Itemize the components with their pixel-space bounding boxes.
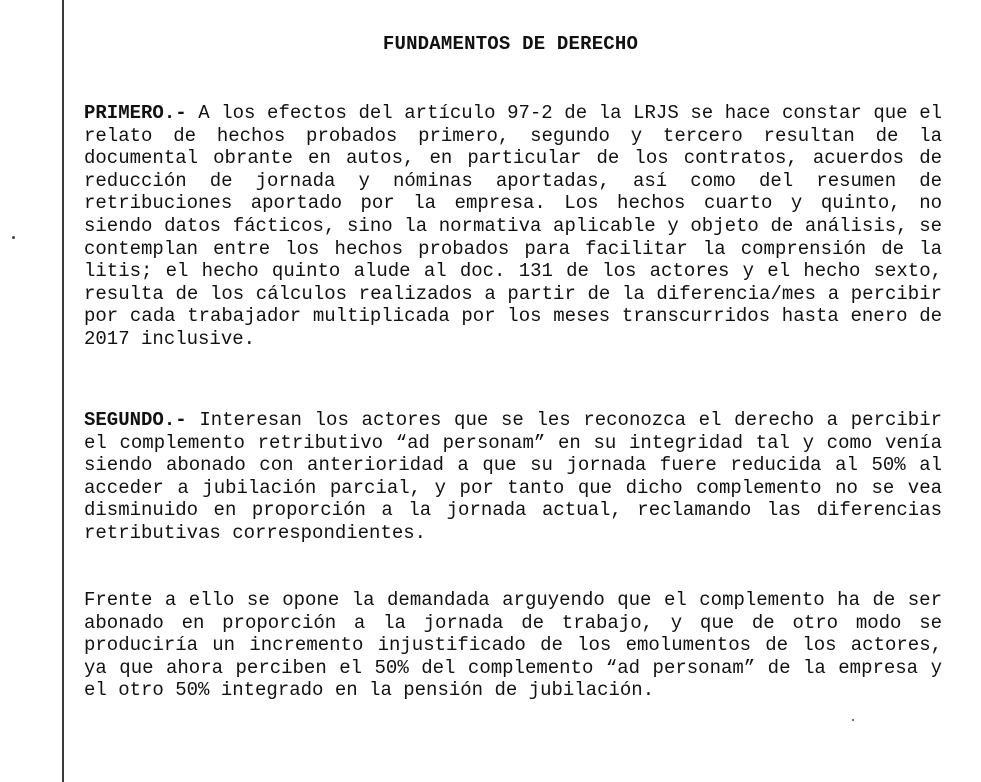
- paragraph-frente: [84, 589, 942, 702]
- paragraph-lead: SEGUNDO.-: [84, 409, 187, 431]
- left-margin-line: [62, 0, 64, 782]
- paragraph-text: Interesan los actores que se les reconozca el derecho a percibir el complemento retributivo “ad personam” en su integridad tal y como venía siendo abonado con anterioridad a que su jornada fuere reducida al 50% al acceder a jubilación parcial, y por tanto que dicho complemento no se vea disminuido en proporción a la jornada actual, reclamando las diferencias retributivas correspondientes.: [84, 409, 942, 544]
- page-title: FUNDAMENTOS DE DERECHO: [382, 33, 639, 55]
- scan-speck: [852, 719, 854, 721]
- paragraph-lead: PRIMERO.-: [84, 102, 187, 124]
- paragraph-primero: [84, 102, 942, 351]
- paragraph-text: A los efectos del artículo 97-2 de la LRJS se hace constar que el relato de hechos probados primero, segundo y tercero resultan de la documental obrante en autos, en particular de los contratos, acuerdos de reducción de jornada y nóminas aportadas, así como del resumen de retribuciones aportado por la empresa. Los hechos cuarto y quinto, no siendo datos fácticos, sino la normativa aplicable y objeto de análisis, se contemplan entre los hechos probados para facilitar la comprensión de la litis; el hecho quinto alude al doc. 131 de los actores y el hecho sexto, resulta de los cálculos realizados a partir de la diferencia/mes a percibir por cada trabajador multiplicada por los meses transcurridos hasta enero de 2017 inclusive.: [84, 102, 942, 350]
- paragraph-text: Frente a ello se opone la demandada arguyendo que el complemento ha de ser abonado en proporción a la jornada de trabajo, y que de otro modo se produciría un incremento injustificado de los emolumentos de los actores, ya que ahora perciben el 50% del complemento “ad personam” de la empresa y el otro 50% integrado en la pensión de jubilación.: [84, 589, 942, 702]
- paragraph-segundo: [84, 409, 942, 545]
- scan-speck: [12, 236, 15, 239]
